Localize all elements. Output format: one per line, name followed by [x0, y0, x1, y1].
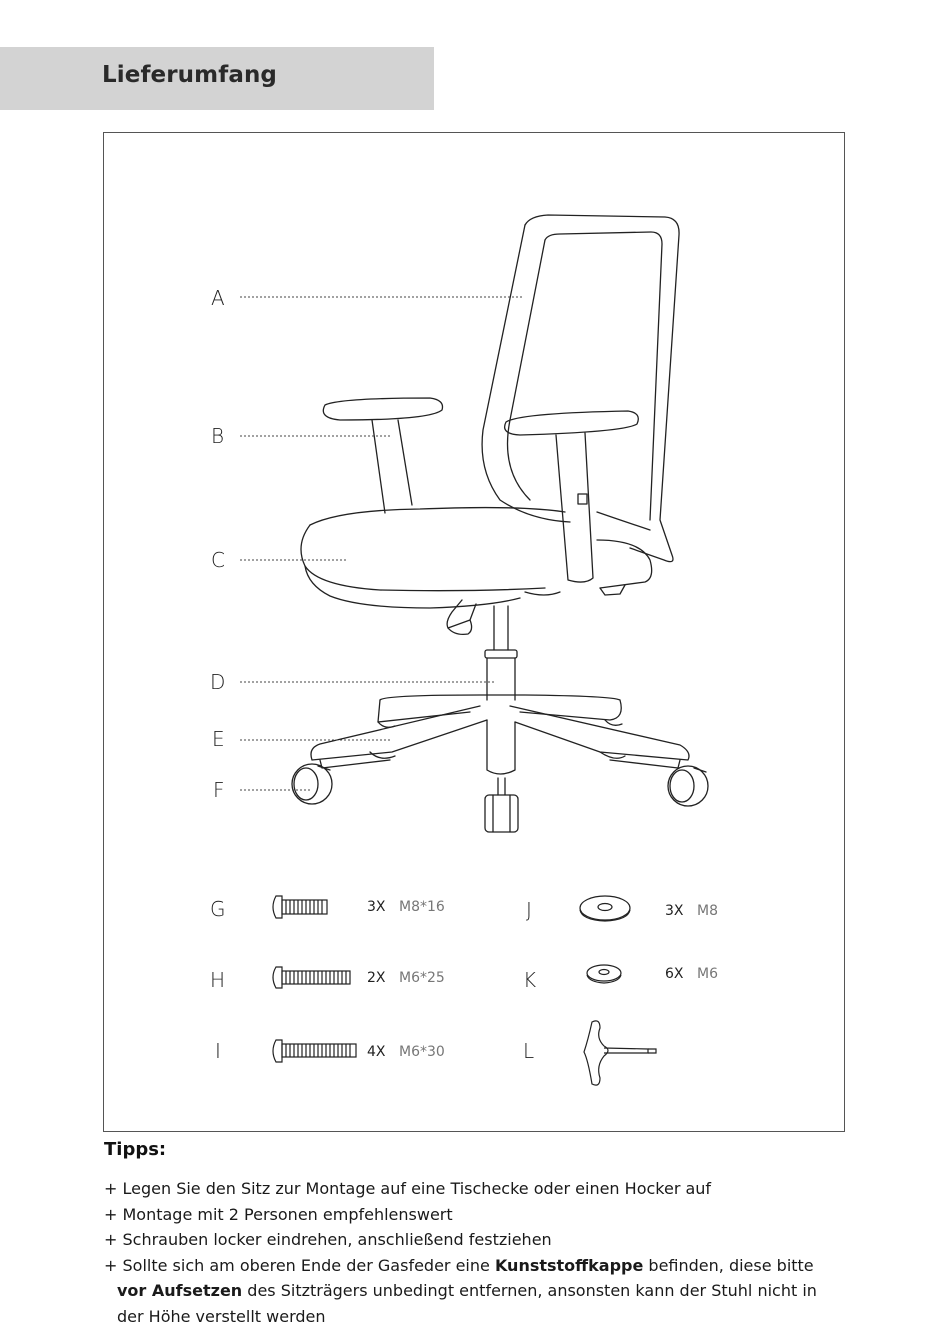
backrest-drawing — [482, 215, 679, 562]
hw-qty-i: 4X — [367, 1044, 386, 1060]
gas-lift-drawing — [485, 606, 517, 700]
tip-text: + Sollte sich am oberen Ende der Gasfeder eine — [104, 1255, 495, 1275]
hw-size-i: M6*30 — [399, 1044, 445, 1060]
tip-bold-vor-aufsetzen: vor Aufsetzen — [117, 1281, 243, 1300]
part-label-a: A — [211, 286, 225, 310]
hw-qty-g: 3X — [367, 899, 386, 915]
hw-size-g: M8*16 — [399, 899, 445, 915]
hw-label-j: J — [526, 898, 532, 922]
base-drawing — [311, 695, 689, 774]
leader-lines — [240, 297, 524, 790]
hw-size-h: M6*25 — [399, 970, 445, 986]
hw-qty-k: 6X — [665, 966, 684, 982]
part-label-c: C — [211, 548, 225, 572]
washer-j-icon — [580, 896, 630, 921]
right-armrest-drawing — [505, 411, 639, 582]
hw-label-h: H — [210, 968, 226, 992]
left-armrest-drawing — [323, 398, 442, 513]
page-title: Lieferumfang — [102, 62, 277, 88]
hw-size-j: M8 — [697, 903, 718, 919]
hw-qty-j: 3X — [665, 903, 684, 919]
tip-item: + Montage mit 2 Personen empfehlenswert — [104, 1204, 453, 1224]
tip-bold-kunststoffkappe: Kunststoffkappe — [494, 1255, 644, 1275]
hw-label-i: I — [215, 1039, 221, 1063]
tip-text: des Sitzträgers unbedingt entfernen, ansonsten kann der Stuhl nicht in der Höhe verstellt werden — [117, 1281, 817, 1326]
hw-label-g: G — [210, 897, 226, 921]
hw-size-k: M6 — [697, 966, 718, 982]
tip-item-caution — [104, 1253, 824, 1330]
part-label-e: E — [212, 727, 225, 751]
tip-item: + Legen Sie den Sitz zur Montage auf eine Tischecke oder einen Hocker auf — [104, 1179, 712, 1198]
seat-drawing — [301, 508, 652, 608]
washer-k-icon — [587, 965, 621, 983]
bolt-g-icon — [273, 896, 327, 918]
tip-text: befinden, diese bitte — [643, 1255, 814, 1275]
tips-list — [104, 1176, 824, 1329]
bolt-h-icon — [273, 967, 350, 988]
hw-label-k: K — [523, 968, 537, 992]
tips-title: Tipps: — [104, 1139, 167, 1160]
allen-key-l-icon — [584, 1021, 656, 1085]
hw-qty-h: 2X — [367, 970, 386, 986]
part-label-b: B — [211, 424, 225, 448]
part-label-f: F — [213, 778, 225, 802]
hw-label-l: L — [523, 1039, 535, 1063]
tip-item: + Schrauben locker eindrehen, anschließend festziehen — [104, 1230, 552, 1249]
bolt-i-icon — [273, 1040, 356, 1062]
part-label-d: D — [210, 670, 226, 694]
